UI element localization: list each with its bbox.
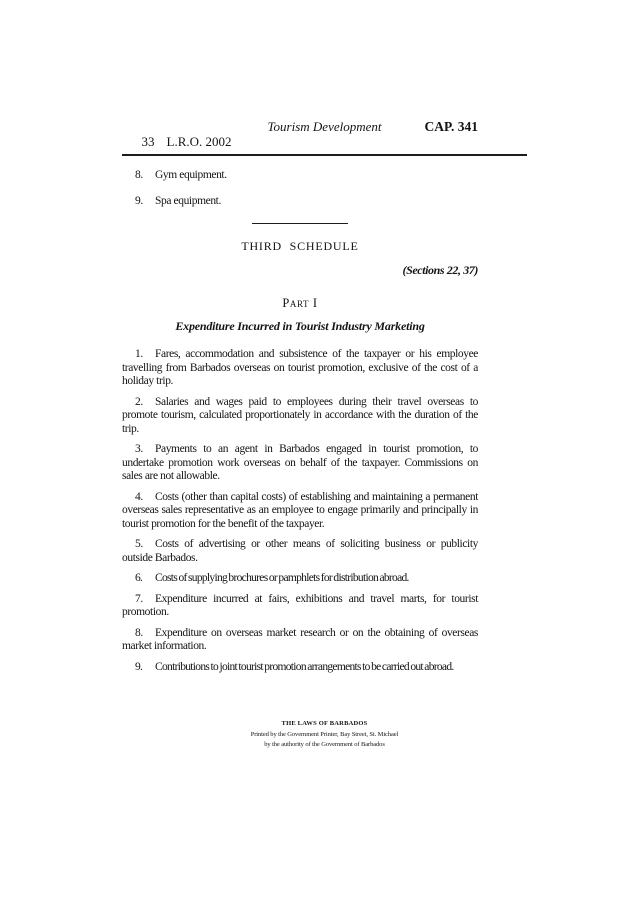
paragraph (122, 661, 478, 675)
part-title: Expenditure Incurred in Tourist Industry Marketing (175, 319, 425, 333)
paragraph (122, 443, 478, 484)
paragraph-number: 3. (135, 443, 143, 455)
paragraph (122, 593, 478, 620)
lro-label: L.R.O. 2002 (166, 134, 232, 149)
printer-imprint (122, 719, 527, 751)
imprint-printer: Printed by the Government Printer, Bay Street, St. Michael (250, 730, 399, 738)
document-title: Tourism Development (267, 119, 382, 134)
section-divider (252, 223, 348, 224)
list-item-number: 9. (135, 194, 143, 207)
body-column (122, 169, 478, 681)
list-item-text: Gym equipment. (155, 169, 227, 181)
list-item (122, 195, 478, 209)
paragraph-text: Expenditure incurred at fairs, exhibitions and travel marts, for tourist promotion. (122, 592, 478, 618)
paragraph-text: Salaries and wages paid to employees during their travel overseas to promote tourism, calculated proportionately in accordance with the duration of the trip. (122, 395, 478, 435)
imprint-title: THE LAWS OF BARBADOS (281, 720, 368, 727)
paragraph-number: 2. (135, 395, 143, 408)
paragraph-text: Costs of supplying brochures or pamphlets for distribution abroad. (155, 572, 409, 584)
paragraph-number: 9. (135, 660, 143, 673)
paragraph (122, 572, 478, 586)
paragraph-text: Fares, accommodation and subsistence of the taxpayer or his employee travelling from Barbados overseas on tourist promotion, exclusive of the cost of a holiday trip. (122, 348, 478, 387)
paragraph (122, 538, 478, 565)
paragraph (122, 627, 478, 654)
list-item (122, 169, 478, 183)
sections-reference: (Sections 22, 37) (402, 263, 478, 277)
schedule-heading: THIRD SCHEDULE (241, 239, 359, 253)
paragraph-number: 5. (135, 538, 143, 550)
paragraph-text: Payments to an agent in Barbados engaged in tourist promotion, to undertake promotion work overseas on behalf of the taxpayer. Commissions on sales are not allowable. (122, 443, 478, 482)
paragraph-number: 4. (135, 490, 143, 503)
paragraph-text: Costs (other than capital costs) of establishing and maintaining a permanent overseas sales representative as an employee to engage primarily and principally in tourist promotion for the benefit of the taxpayer. (122, 490, 478, 530)
list-item-number: 8. (135, 169, 143, 181)
paragraph-number: 1. (135, 348, 143, 360)
paragraph-number: 7. (135, 592, 143, 605)
imprint-authority: by the authority of the Government of Barbados (264, 741, 385, 748)
paragraph-number: 8. (135, 626, 143, 639)
page-number: 33 (141, 134, 155, 149)
paragraph-text: Contributions to joint tourist promotion arrangements to be carried out abroad. (155, 660, 454, 673)
paragraph (122, 396, 478, 437)
list-item-text: Spa equipment. (155, 194, 221, 207)
part-heading: Part I (282, 296, 318, 310)
cap-label: CAP. 341 (424, 119, 478, 134)
paragraph (122, 348, 478, 389)
running-header (122, 119, 527, 149)
paragraph-text: Expenditure on overseas market research or on the obtaining of overseas market information. (122, 626, 478, 652)
paragraph-text: Costs of advertising or other means of soliciting business or publicity outside Barbados. (122, 538, 478, 564)
paragraph-number: 6. (135, 572, 143, 584)
header-rule (122, 154, 527, 156)
paragraph (122, 491, 478, 532)
